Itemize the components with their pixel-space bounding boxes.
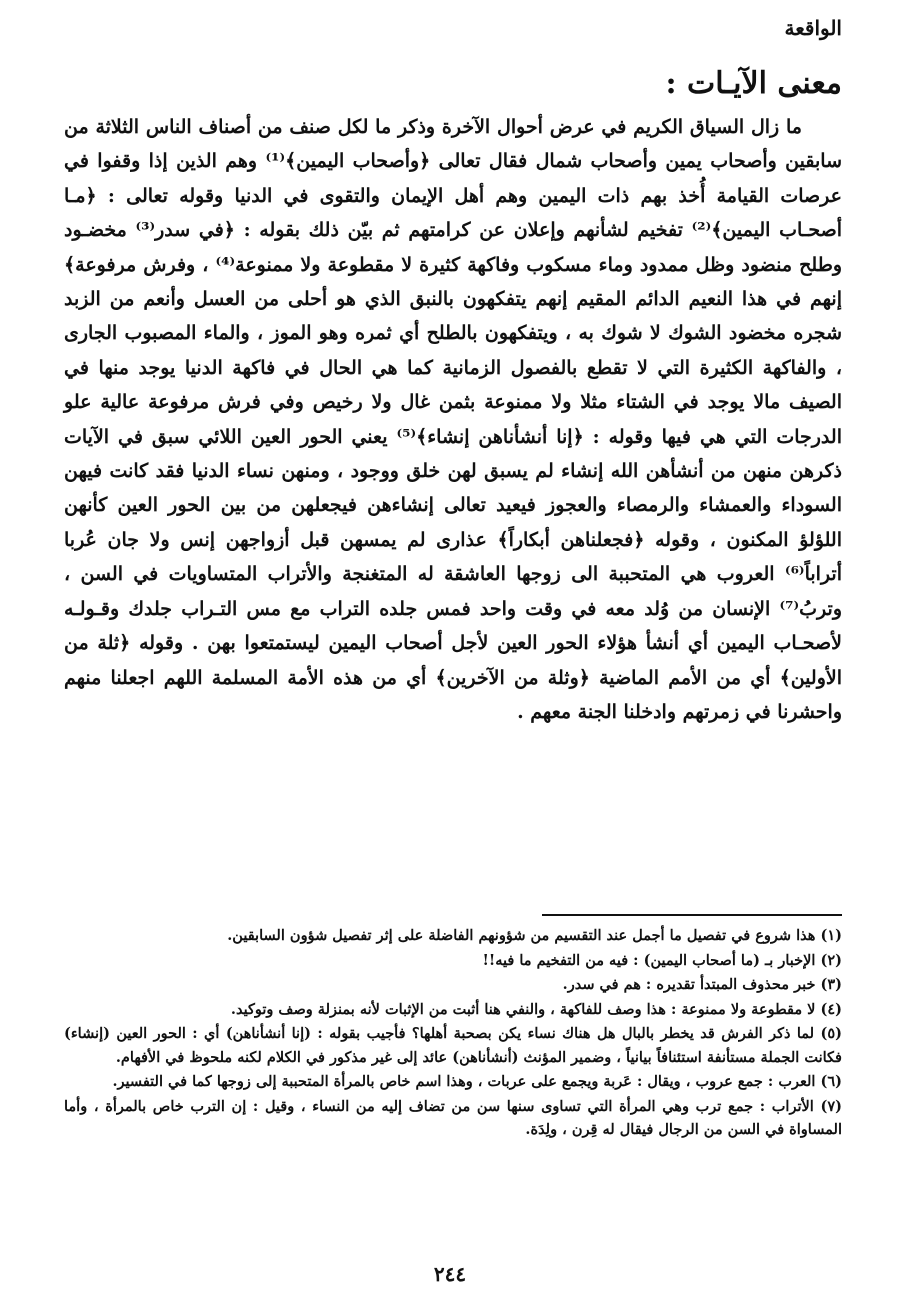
- page-number: ٢٤٤: [433, 1262, 467, 1286]
- footnote-2: (٢) الإخبار بـ (ما أصحاب اليمين) : فيه من التفخيم ما فيه!!: [482, 951, 842, 969]
- footnote-1: (١) هذا شروع في تفصيل ما أجمل عند التقسيم من شؤونهم الفاضلة على إثر تفصيل شؤون السابقين.: [227, 927, 842, 944]
- footnote-5: (٥) لما ذكر الفرش قد يخطر بالبال هل هناك نساء يكن بصحبة أهلها؟ فأجيب بقوله : (إنا أنشأناهن) أي : الحور العين (إنشاء) فكانت الجملة مستأنفة استئنافاً بيانياً ، وضمير المؤنث (أنشأناهن) عائد إلى غير مذكور في الكلام لكنه ملحوظ في الأفهام.: [64, 1025, 842, 1066]
- footnotes: [64, 924, 842, 1143]
- section-heading: معنى الآيـات :: [665, 66, 842, 101]
- footnote-6: (٦) العرب : جمع عروب ، ويقال : عَربة ويجمع على عربات ، وهذا اسم خاص بالمرأة المتحببة إلى زوجها كما في التفسير.: [112, 1073, 842, 1090]
- footnote-separator: [542, 914, 842, 916]
- commentary-paragraph: ما زال السياق الكريم في عرض أحوال الآخرة وذكر ما لكل صنف من أصناف الناس الثلاثة من سابقين وأصحاب يمين وأصحاب شمال فقال تعالى ﴿وأصحاب اليمين﴾⁽¹⁾ وهم الذين إذا وقفوا في عرصات القيامة أُخذ بهم ذات اليمين وهم أهل الإيمان والتقوى في الدنيا وقوله تعالى : ﴿مـا أصحـاب اليمين﴾⁽²⁾ تفخيم لشأنهم وإعلان عن كرامتهم ثم بيّن ذلك بقوله : ﴿في سدر⁽³⁾ مخضـود وطلح منضود وظل ممدود وماء مسكوب وفاكهة كثيرة لا مقطوعة ولا ممنوعة⁽⁴⁾ ، وفرش مرفوعة﴾ إنهم في هذا النعيم الدائم المقيم إنهم يتفكهون بالنبق الذي هو أحلى من العسل وأنعم من الزبد شجره مخضود الشوك لا شوك به ، ويتفكهون بالطلح أي ثمره وهو الموز ، والماء المصبوب الجارى ، والفاكهة الكثيرة التي لا تقطع بالفصول الزمانية كما هي الحال في فاكهة الدنيا يوجد منها في الصيف مالا يوجد في الشتاء مثلا ولا ممنوعة بثمن غال ولا رخيص وفي فرش مرفوعة عالية علو الدرجات التي هي فيها وقوله : ﴿إنا أنشأناهن إنشاء﴾⁽⁵⁾ يعني الحور العين اللائي سبق في الآيات ذكرهن منهن من أنشأهن الله إنشاء لم يسبق لهن خلق ووجود ، ومنهن نساء الدنيا فقد كانت فيهن السوداء والعمشاء والرمصاء والعجوز فيعيد تعالى إنشاءهن فيجعلهن من بين الحور العين كأنهن اللؤلؤ المكنون ، وقوله ﴿فجعلناهن أبكاراً﴾ عذارى لم يمسهن قبل أزواجهن إنس ولا جان عُربا أتراباً⁽⁶⁾ العروب هي المتحببة الى زوجها العاشقة له المتغنجة والأتراب المتساويات في السن ، وتربُ⁽⁷⁾ الإنسان من وُلد معه في وقت واحد فمس جلده التراب مع مس التـراب جلدك وقـولـه لأصحـاب اليمين أي أنشأ هؤلاء الحور العين لأجل أصحاب اليمين ليستمتعوا بهن . وقوله ﴿ثلة من الأولين﴾ أي من الأمم الماضية ﴿وثلة من الآخرين﴾ أي من هذه الأمة المسلمة اللهم اجعلنا منهم واحشرنا في زمرتهم وادخلنا الجنة معهم .: [64, 116, 842, 723]
- running-header: الواقعة: [784, 16, 842, 40]
- footnote-4: (٤) لا مقطوعة ولا ممنوعة : هذا وصف للفاكهة ، والنفي هنا أثبت من الإثبات لأنه بمنزلة وصف وتوكيد.: [230, 1000, 842, 1018]
- footnote-7: (٧) الأتراب : جمع ترب وهي المرأة التي تساوى سنها سن من تضاف إليه من النساء ، وقيل : إن الترب خاص بالمرأة ، وأما المساواة في السن من الرجال فيقال له قِرن ، ولِدَة.: [64, 1097, 842, 1138]
- footnote-3: (٣) خبر محذوف المبتدأ تقديره : هم في سدر.: [562, 976, 842, 993]
- commentary-body: [64, 110, 842, 729]
